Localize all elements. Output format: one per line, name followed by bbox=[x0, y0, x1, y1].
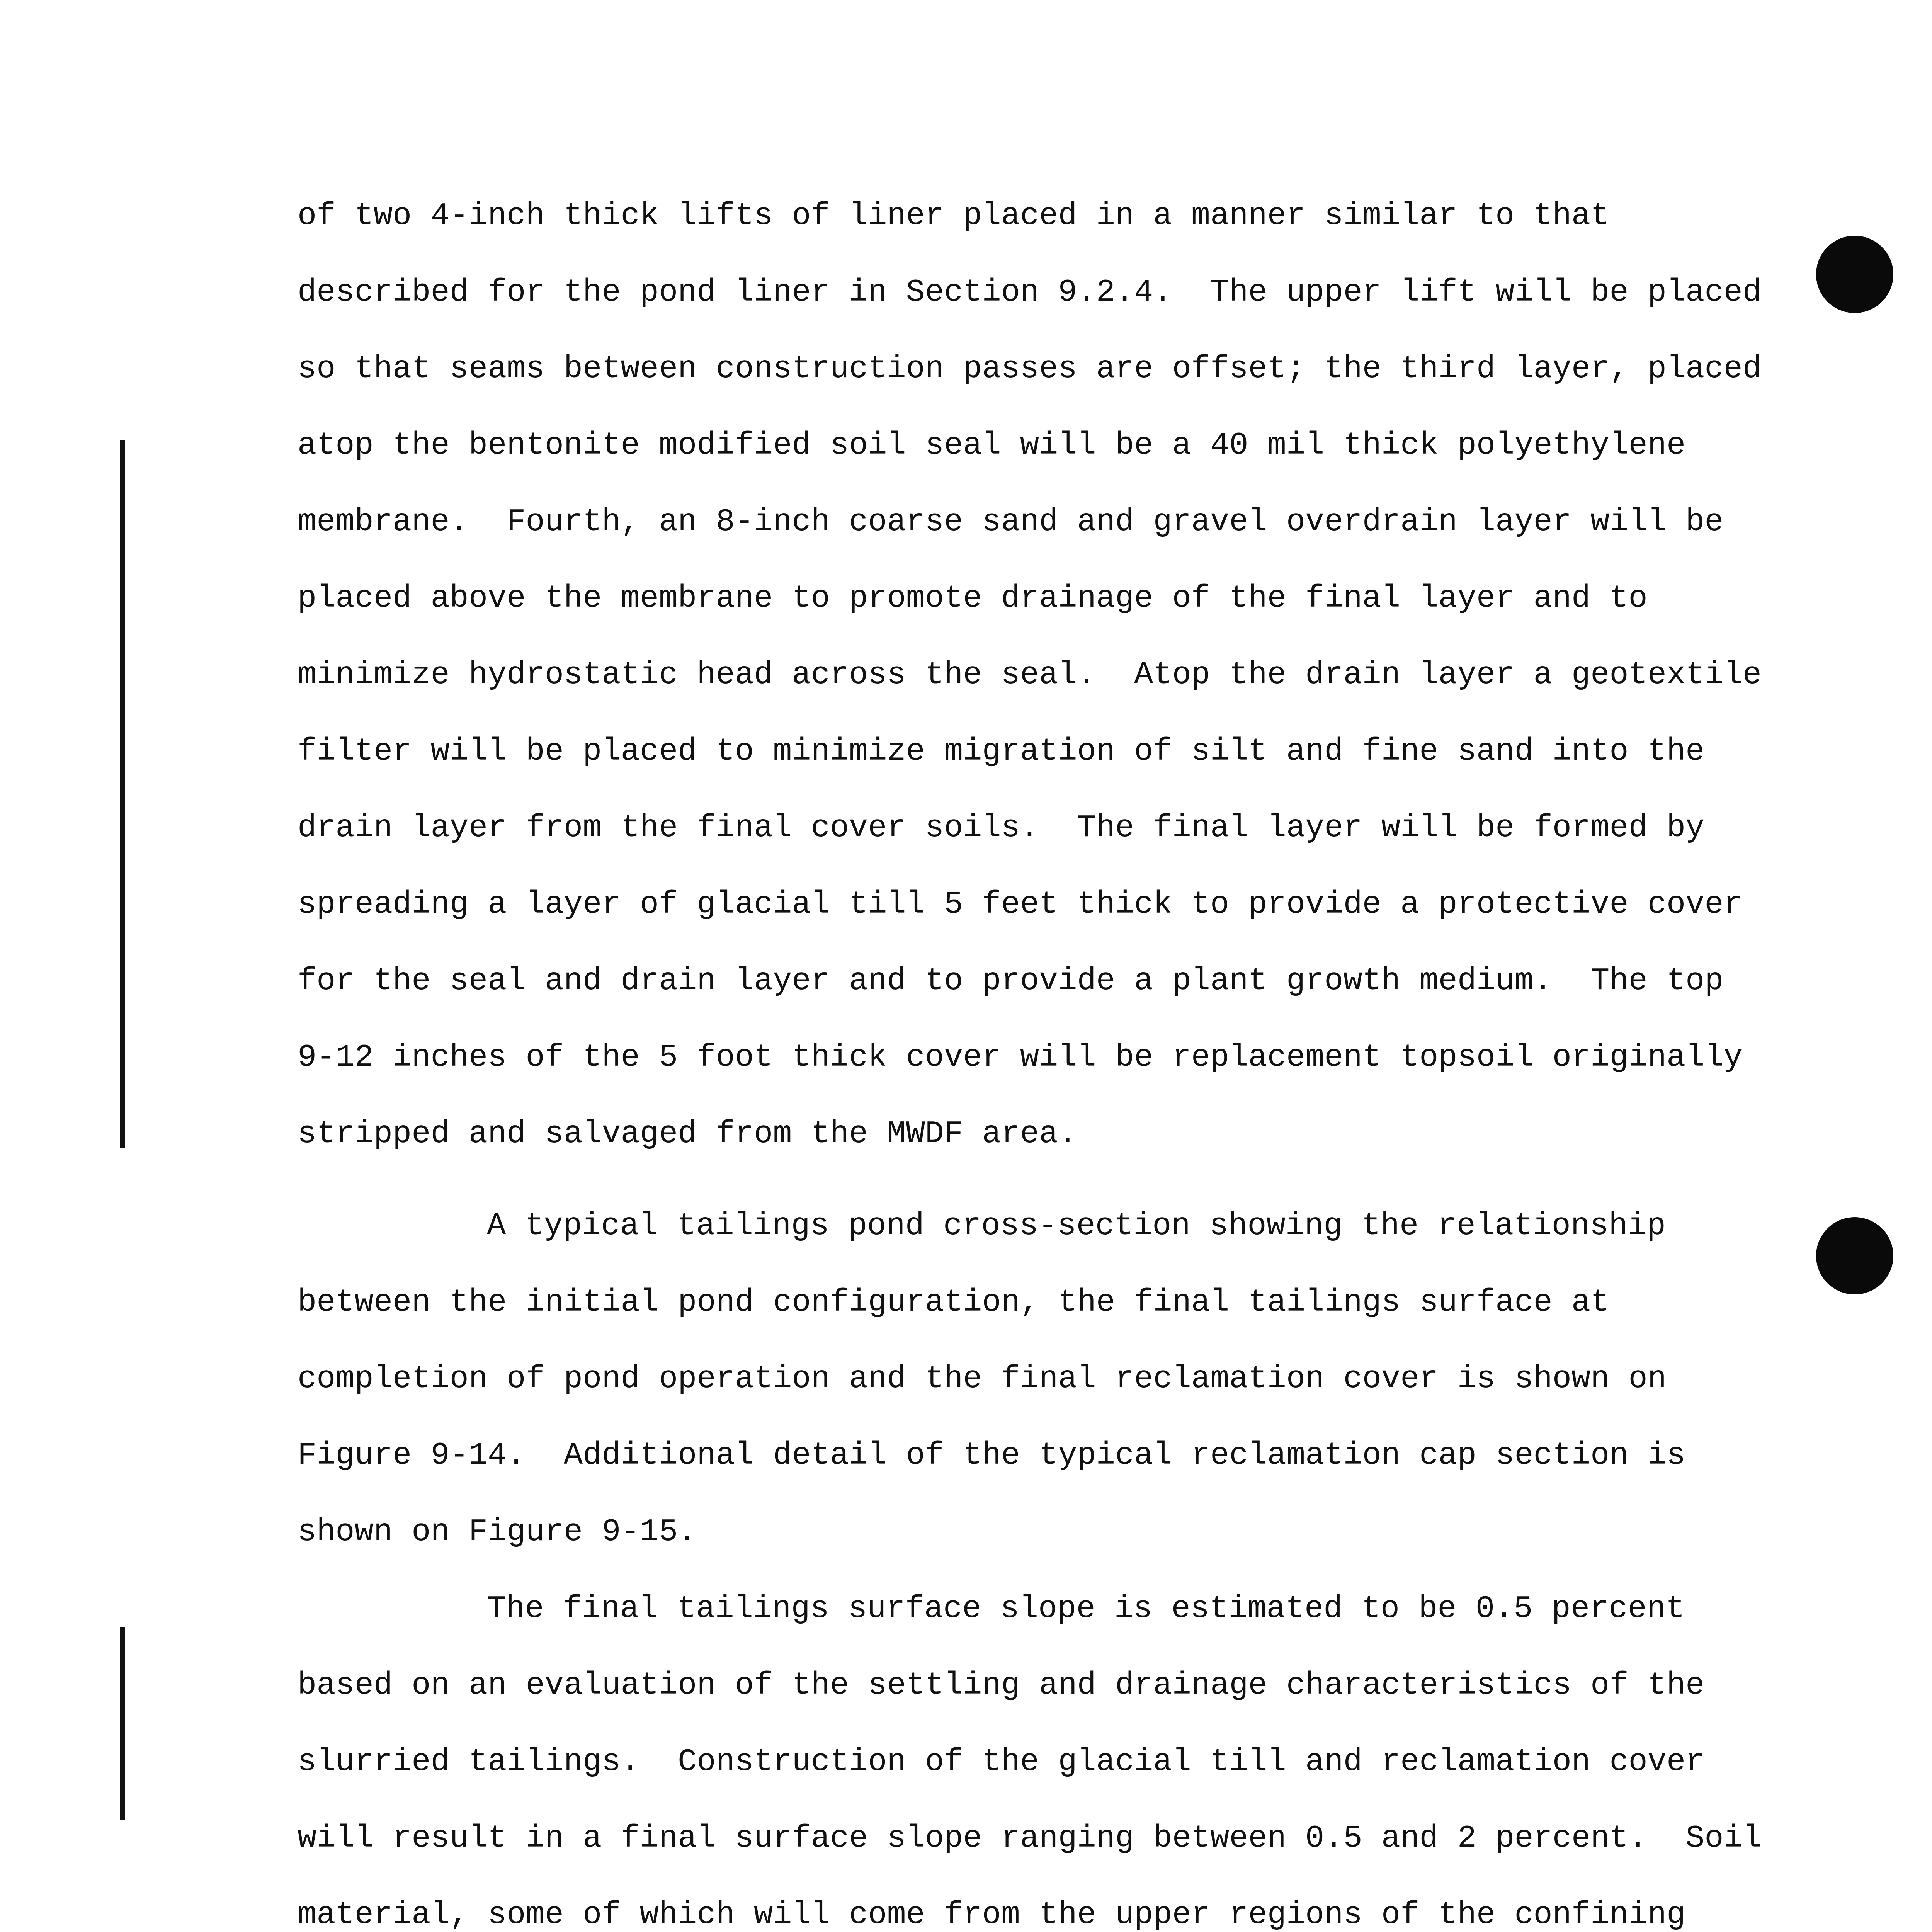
text-line: drain layer from the final cover soils. The final layer will be formed by bbox=[298, 810, 1705, 846]
binder-punch-hole bbox=[1816, 1217, 1893, 1294]
text-line: material, some of which will come from the upper regions of the confining bbox=[298, 1897, 1686, 1932]
text-line: will result in a final surface slope ranging between 0.5 and 2 percent. Soil bbox=[298, 1820, 1762, 1856]
text-line: completion of pond operation and the final reclamation cover is shown on bbox=[298, 1361, 1667, 1397]
paragraph-surface-slope bbox=[298, 1571, 1804, 1932]
paragraph-liner-construction bbox=[298, 178, 1804, 1172]
text-line: shown on Figure 9-15. bbox=[298, 1514, 697, 1550]
text-line: filter will be placed to minimize migration of silt and fine sand into the bbox=[298, 733, 1705, 769]
text-line: minimize hydrostatic head across the seal. Atop the drain layer a geotextile bbox=[298, 657, 1762, 693]
text-line: 9-12 inches of the 5 foot thick cover will be replacement topsoil originally bbox=[298, 1039, 1743, 1075]
text-line: placed above the membrane to promote drainage of the final layer and to bbox=[298, 580, 1648, 616]
revision-change-bar bbox=[120, 440, 125, 1148]
text-line: described for the pond liner in Section 9.2.4. The upper lift will be placed bbox=[298, 274, 1762, 310]
binder-punch-hole bbox=[1816, 236, 1893, 313]
text-line: between the initial pond configuration, the final tailings surface at bbox=[298, 1284, 1610, 1320]
text-line: Figure 9-14. Additional detail of the typical reclamation cap section is bbox=[298, 1437, 1686, 1473]
text-line: atop the bentonite modified soil seal will be a 40 mil thick polyethylene bbox=[298, 427, 1686, 463]
paragraph-cross-section bbox=[298, 1188, 1804, 1570]
text-line: based on an evaluation of the settling and drainage characteristics of the bbox=[298, 1667, 1705, 1703]
text-line: The final tailings surface slope is estimated to be 0.5 percent bbox=[487, 1591, 1685, 1627]
text-line: stripped and salvaged from the MWDF area. bbox=[298, 1116, 1077, 1152]
text-line: so that seams between construction passes are offset; the third layer, placed bbox=[298, 351, 1762, 387]
text-line: for the seal and drain layer and to provide a plant growth medium. The top bbox=[298, 963, 1724, 999]
text-line: A typical tailings pond cross-section showing the relationship bbox=[487, 1208, 1666, 1244]
text-line: of two 4-inch thick lifts of liner placed in a manner similar to that bbox=[298, 198, 1610, 234]
text-line: membrane. Fourth, an 8-inch coarse sand and gravel overdrain layer will be bbox=[298, 504, 1724, 540]
revision-change-bar bbox=[120, 1627, 125, 1820]
text-line: spreading a layer of glacial till 5 feet thick to provide a protective cover bbox=[298, 886, 1743, 922]
text-line: slurried tailings. Construction of the glacial till and reclamation cover bbox=[298, 1744, 1705, 1780]
